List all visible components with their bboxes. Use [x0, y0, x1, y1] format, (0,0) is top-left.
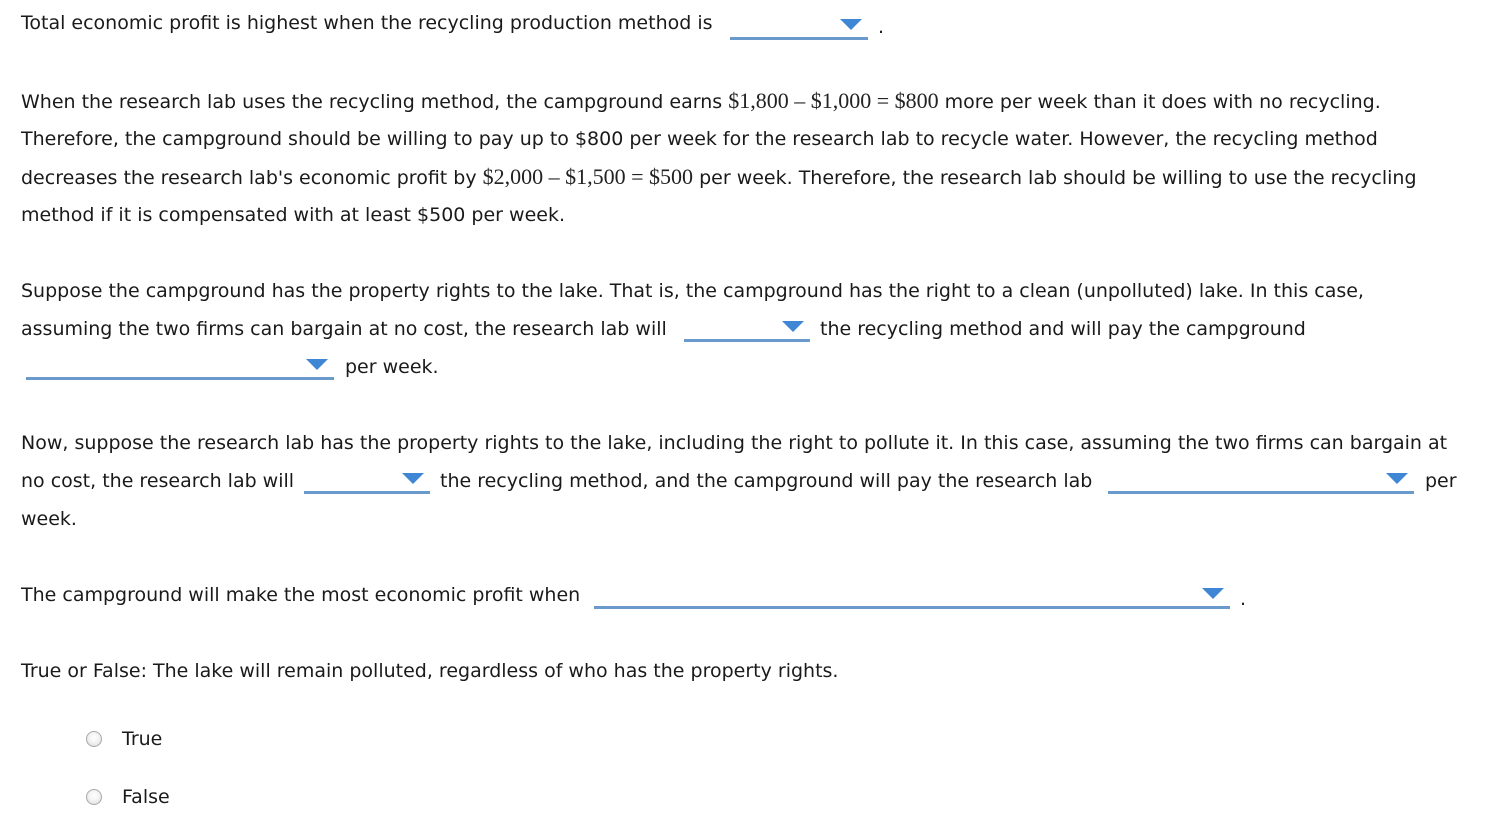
- explanation-line-3: [21, 158, 1417, 196]
- q4-scenario-dropdown[interactable]: [594, 575, 1230, 609]
- q3-line-2a: no cost, the research lab will: [21, 470, 295, 492]
- q5-prompt: True or False: The lake will remain polluted, regardless of who has the property rights.: [21, 660, 839, 682]
- q4-text: The campground will make the most economic profit when: [21, 584, 581, 606]
- explanation-line-2: Therefore, the campground should be willing to pay up to $800 per week for the research lab to recycle water. However, the recycling method: [21, 128, 1378, 150]
- explanation-equation: $2,000 – $1,500 = $500: [482, 164, 694, 189]
- radio-true[interactable]: [86, 731, 102, 747]
- radio-false[interactable]: [86, 789, 102, 805]
- q2-line-2a: assuming the two firms can bargain at no cost, the research lab will: [21, 318, 667, 340]
- q1-recycling-method-dropdown[interactable]: [730, 6, 868, 40]
- q1-period: .: [878, 16, 885, 38]
- q2-amount-dropdown[interactable]: [26, 346, 334, 380]
- radio-false-label[interactable]: False: [122, 786, 170, 808]
- q2-action-dropdown[interactable]: [684, 308, 810, 342]
- q3-line-2b: the recycling method, and the campground will pay the research lab: [440, 470, 1093, 492]
- chevron-down-icon: [402, 473, 424, 484]
- q2-line-3: per week.: [345, 356, 439, 378]
- q3-line-3: week.: [21, 508, 77, 530]
- explanation-text: per week. Therefore, the research lab should be willing to use the recycling: [693, 167, 1417, 189]
- chevron-down-icon: [1386, 473, 1408, 484]
- chevron-down-icon: [1202, 588, 1224, 599]
- explanation-text: more per week than it does with no recycling.: [938, 91, 1381, 113]
- chevron-down-icon: [306, 359, 328, 370]
- q2-line-2b: the recycling method and will pay the campground: [820, 318, 1306, 340]
- radio-true-label[interactable]: True: [122, 728, 163, 750]
- q3-amount-dropdown[interactable]: [1108, 460, 1414, 494]
- q3-action-dropdown[interactable]: [304, 460, 430, 494]
- explanation-line-1: [21, 82, 1381, 120]
- q3-line-1: Now, suppose the research lab has the property rights to the lake, including the right to pollute it. In this case, assuming the two firms can bargain at: [21, 432, 1448, 454]
- explanation-equation: $1,800 – $1,000 = $800: [728, 88, 939, 113]
- chevron-down-icon: [782, 321, 804, 332]
- explanation-text: decreases the research lab's economic profit by: [21, 167, 483, 189]
- q4-period: .: [1240, 588, 1247, 610]
- q1-text: [21, 4, 713, 42]
- q3-line-2c: per: [1425, 470, 1457, 492]
- q1-prompt: Total economic profit is highest when the recycling production method is: [21, 12, 713, 34]
- explanation-line-4: method if it is compensated with at least $500 per week.: [21, 204, 565, 226]
- chevron-down-icon: [840, 19, 862, 30]
- explanation-text: When the research lab uses the recycling method, the campground earns: [21, 91, 729, 113]
- q2-line-1: Suppose the campground has the property rights to the lake. That is, the campground has the right to a clean (unpolluted) lake. In this case,: [21, 280, 1364, 302]
